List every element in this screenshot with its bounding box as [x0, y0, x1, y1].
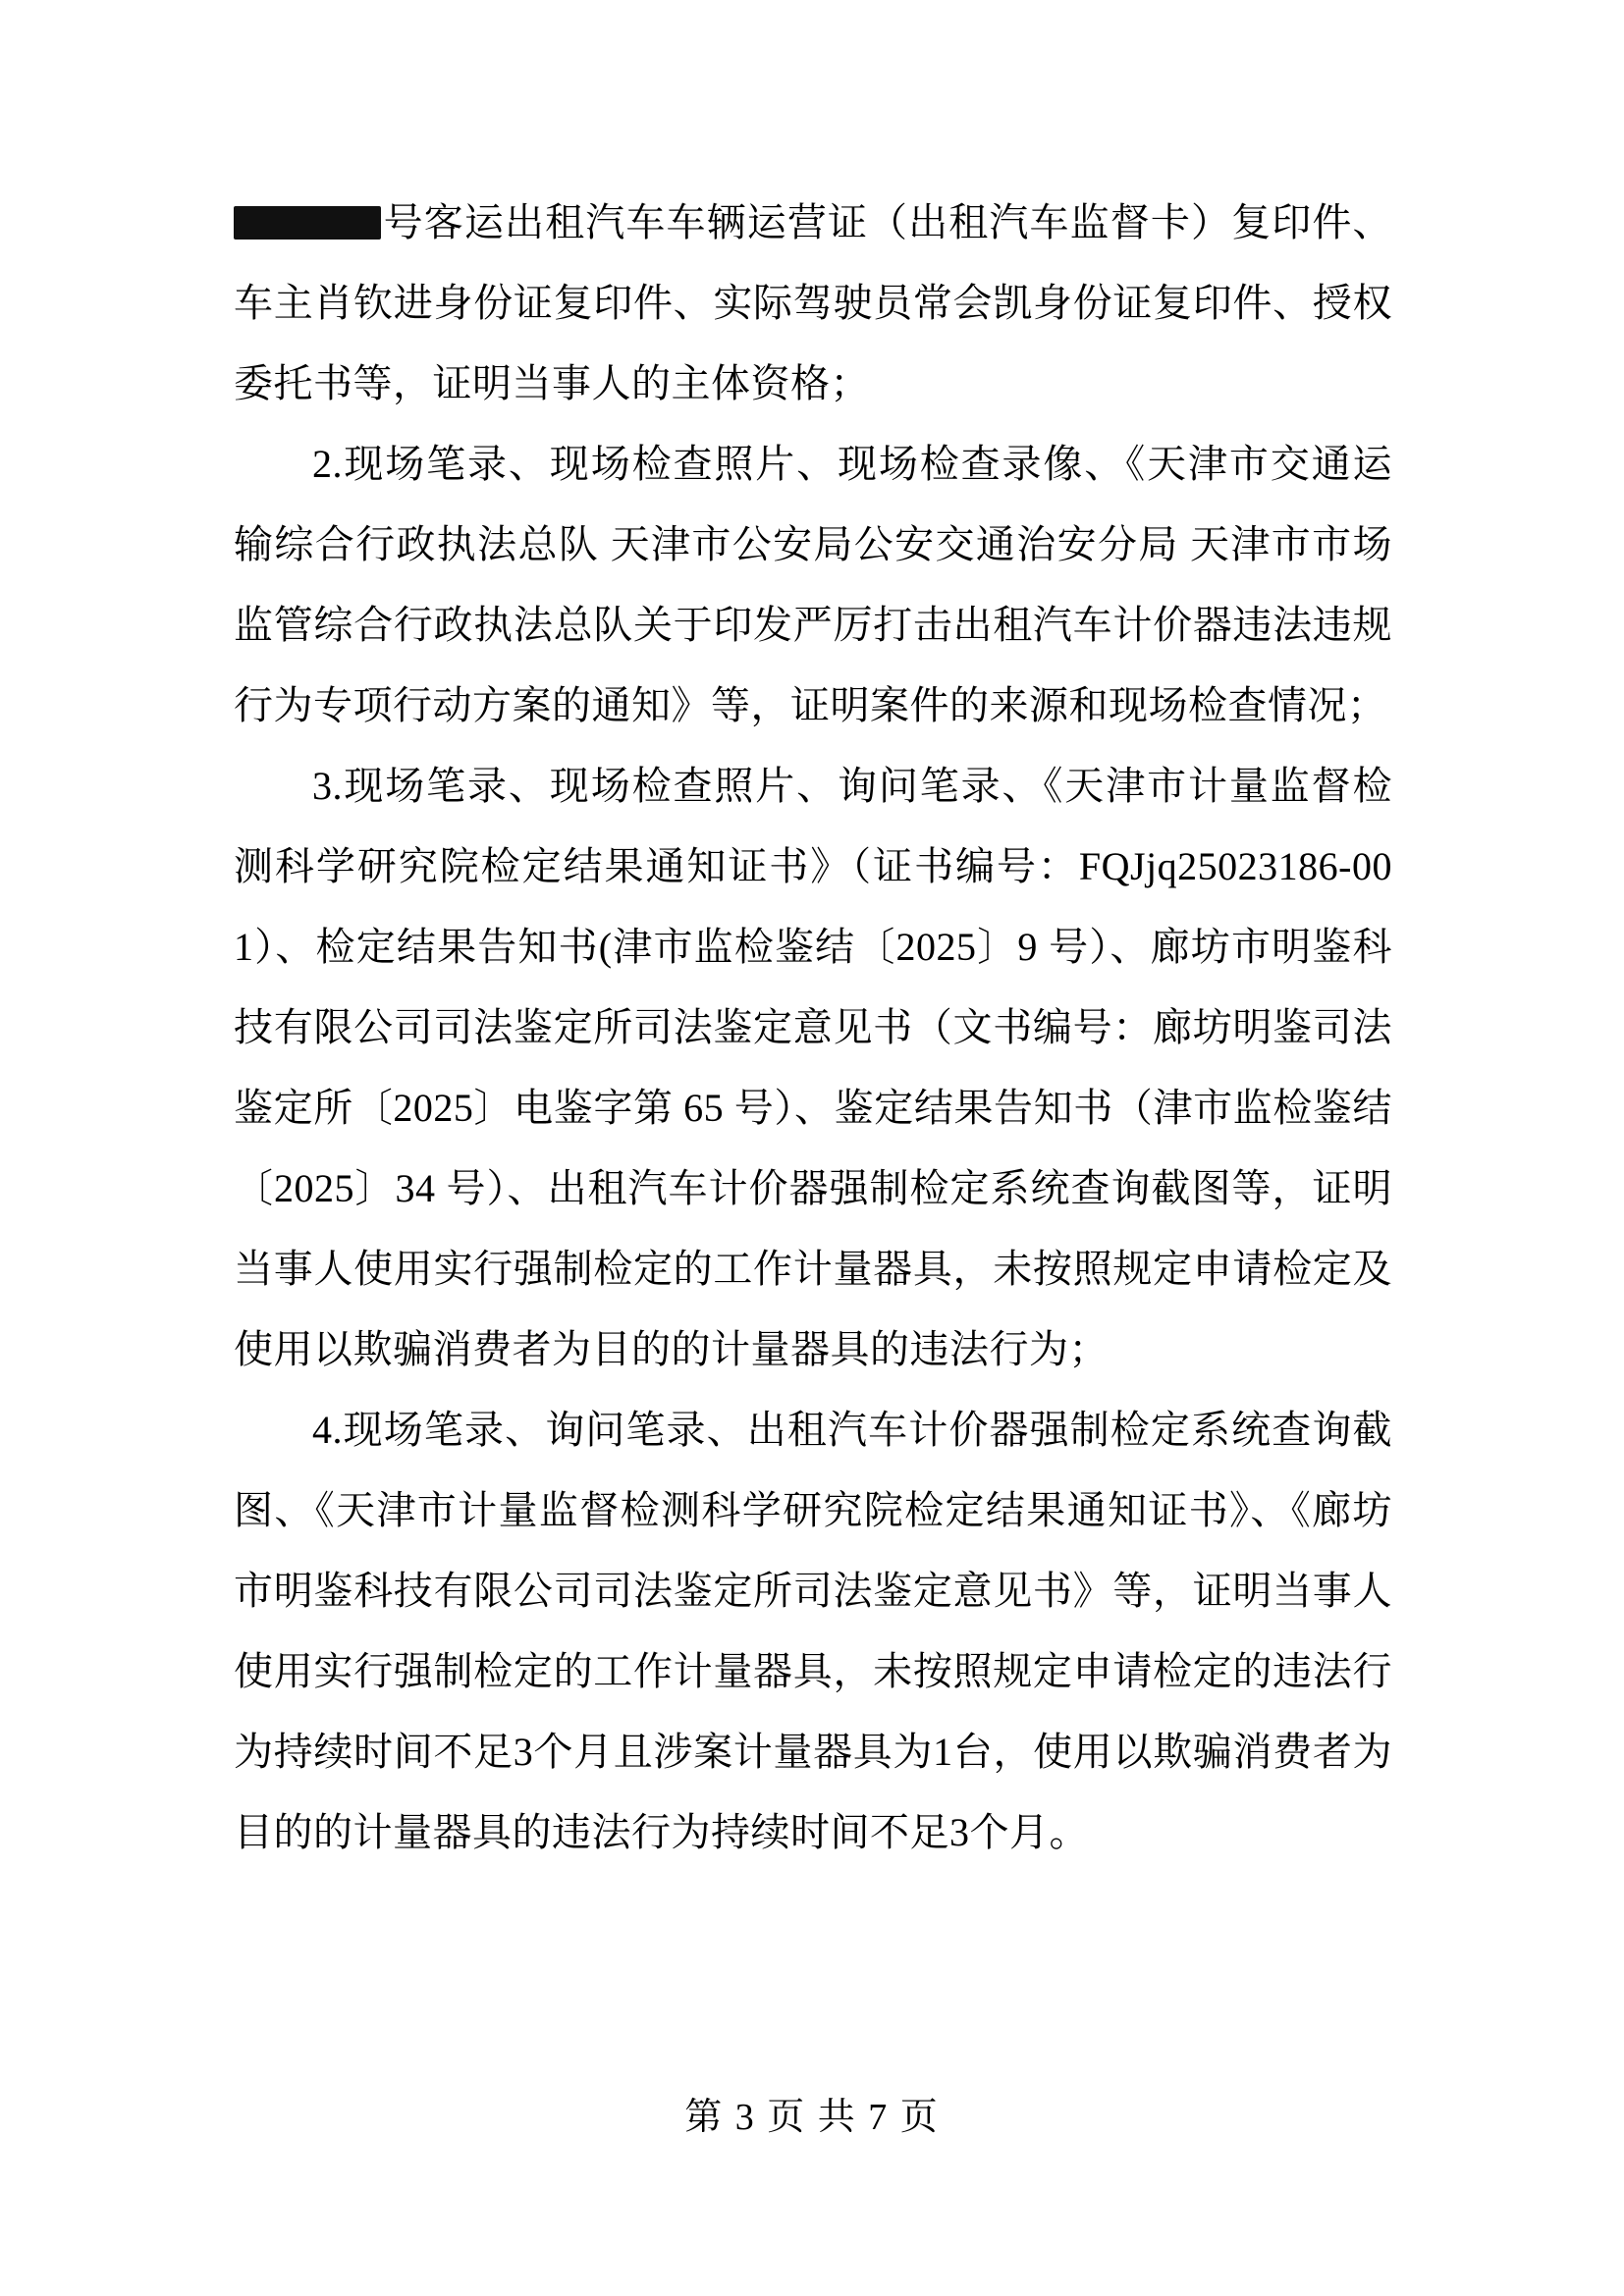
paragraph-evidence-1 — [234, 183, 1392, 424]
paragraph-evidence-3 — [234, 746, 1392, 1390]
redaction-bar — [234, 206, 381, 240]
paragraph-evidence-2 — [234, 424, 1392, 746]
paragraph-text: 号客运出租汽车车辆运营证（出租汽车监督卡）复印件、车主肖钦进身份证复印件、实际驾驶员常会凯身份证复印件、授权委托书等，证明当事人的主体资格； — [234, 200, 1392, 405]
paragraph-evidence-4 — [234, 1390, 1392, 1873]
document-body — [234, 183, 1392, 1873]
paragraph-text: 2.现场笔录、现场检查照片、现场检查录像、《天津市交通运输综合行政执法总队 天津市公安局公安交通治安分局 天津市市场监管综合行政执法总队关于印发严厉打击出租汽车计价器违法违规行为专项行动方案的通知》等，证明案件的来源和现场检查情况； — [234, 442, 1392, 727]
paragraph-text: 3.现场笔录、现场检查照片、询问笔录、《天津市计量监督检测科学研究院检定结果通知证书》（证书编号：FQJjq25023186-001）、检定结果告知书(津市监检鉴结〔2025〕9 号）、廊坊市明鉴科技有限公司司法鉴定所司法鉴定意见书（文书编号：廊坊明鉴司法鉴定所〔2025〕电鉴字第 65 号）、鉴定结果告知书（津市监检鉴结〔2025〕34 号）、出租汽车计价器强制检定系统查询截图等，证明当事人使用实行强制检定的工作计量器具，未按照规定申请检定及使用以欺骗消费者为目的的计量器具的违法行为； — [234, 764, 1392, 1371]
paragraph-text: 4.现场笔录、询问笔录、出租汽车计价器强制检定系统查询截图、《天津市计量监督检测科学研究院检定结果通知证书》、《廊坊市明鉴科技有限公司司法鉴定所司法鉴定意见书》等，证明当事人使用实行强制检定的工作计量器具，未按照规定申请检定的违法行为持续时间不足3个月且涉案计量器具为1台，使用以欺骗消费者为目的的计量器具的违法行为持续时间不足3个月。 — [234, 1408, 1392, 1854]
page-footer: 第 3 页 共 7 页 — [684, 2097, 940, 2138]
